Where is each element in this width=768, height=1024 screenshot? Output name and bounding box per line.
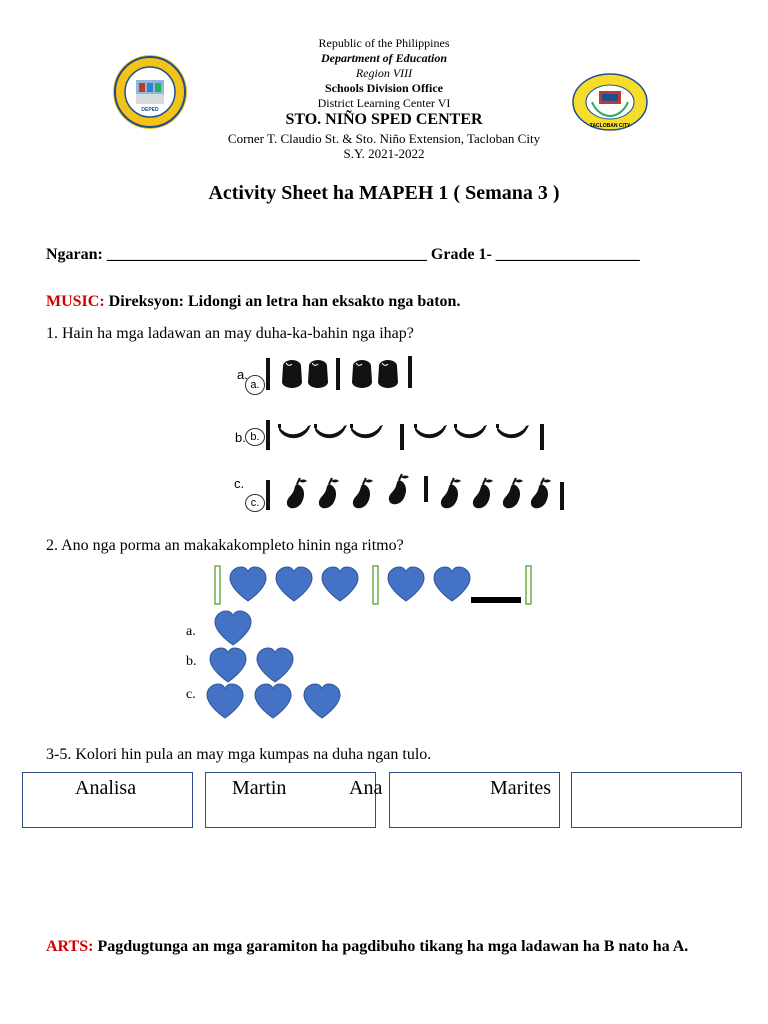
name-ana: Ana (349, 777, 383, 799)
svg-text:DEPED: DEPED (141, 107, 159, 113)
division-line: Schools Division Office (324, 81, 443, 95)
question-1: 1. Hain ha mga ladawan an may duha-ka-bahin nga ihap? (46, 325, 414, 342)
q1-option-a-label: a. (237, 367, 248, 382)
arts-direction: Pagdugtunga an mga garamiton ha pagdibuho tikang ha mga ladawan ha B nato ha A. (93, 938, 689, 955)
music-direction: Direksyon: Lidongi an letra han eksakto nga baton. (104, 293, 461, 310)
q2-option-b-label[interactable]: b. (186, 654, 197, 669)
department-line: Department of Education (320, 51, 447, 65)
q2-option-a-hearts (212, 610, 254, 646)
q1-option-c-mangoes (264, 472, 574, 514)
question-2: 2. Ano nga porma an makakakompleto hinin nga ritmo? (46, 537, 404, 554)
q1-option-b-circle[interactable]: b. (245, 428, 265, 446)
q2-option-c-hearts (204, 682, 346, 720)
q2-option-c-label[interactable]: c. (186, 687, 196, 702)
q1-option-b-label: b. (235, 430, 246, 445)
q1-option-c-circle[interactable]: c. (245, 494, 265, 512)
district-line: District Learning Center VI (317, 96, 451, 110)
grade-label[interactable]: Grade 1- __________________ (430, 246, 640, 263)
sped-logo-subtext: TACLOBAN CITY (589, 123, 631, 129)
name-martin: Martin (232, 777, 287, 799)
page-title: Activity Sheet ha MAPEH 1 ( Semana 3 ) (208, 182, 560, 204)
music-label: MUSIC (46, 293, 100, 310)
school-year: S.Y. 2021-2022 (343, 146, 425, 161)
q1-option-a-circle[interactable]: a. (245, 375, 265, 395)
question-3-5: 3-5. Kolori hin pula an may mga kumpas na duha ngan tulo. (46, 746, 432, 763)
q1-option-b-bananas (264, 416, 554, 454)
name-analisa: Analisa (75, 777, 137, 799)
q2-option-b-hearts (207, 647, 299, 683)
republic-line: Republic of the Philippines (318, 36, 450, 50)
school-name: STO. NIÑO SPED CENTER (285, 111, 483, 128)
music-instruction: MUSIC: Direksyon: Lidongi an letra han eksakto nga baton. (46, 293, 461, 310)
arts-instruction: ARTS: Pagdugtunga an mga garamiton ha pagdibuho tikang ha mga ladawan ha B nato ha A. (46, 938, 689, 955)
name-marites: Marites (490, 777, 552, 799)
name-row (46, 246, 640, 264)
q1-option-c-label: c. (234, 476, 245, 491)
arts-label: ARTS (46, 938, 89, 955)
q2-rhythm-pattern (212, 562, 536, 608)
q1-option-a-bags (264, 356, 424, 392)
q2-option-a-label[interactable]: a. (186, 624, 196, 639)
name-box-4[interactable] (571, 772, 742, 828)
school-address: Corner T. Claudio St. & Sto. Niño Extension, Tacloban City (227, 131, 541, 146)
region-line: Region VIII (355, 66, 413, 80)
name-label[interactable]: Ngaran: ________________________________________ (46, 246, 427, 263)
